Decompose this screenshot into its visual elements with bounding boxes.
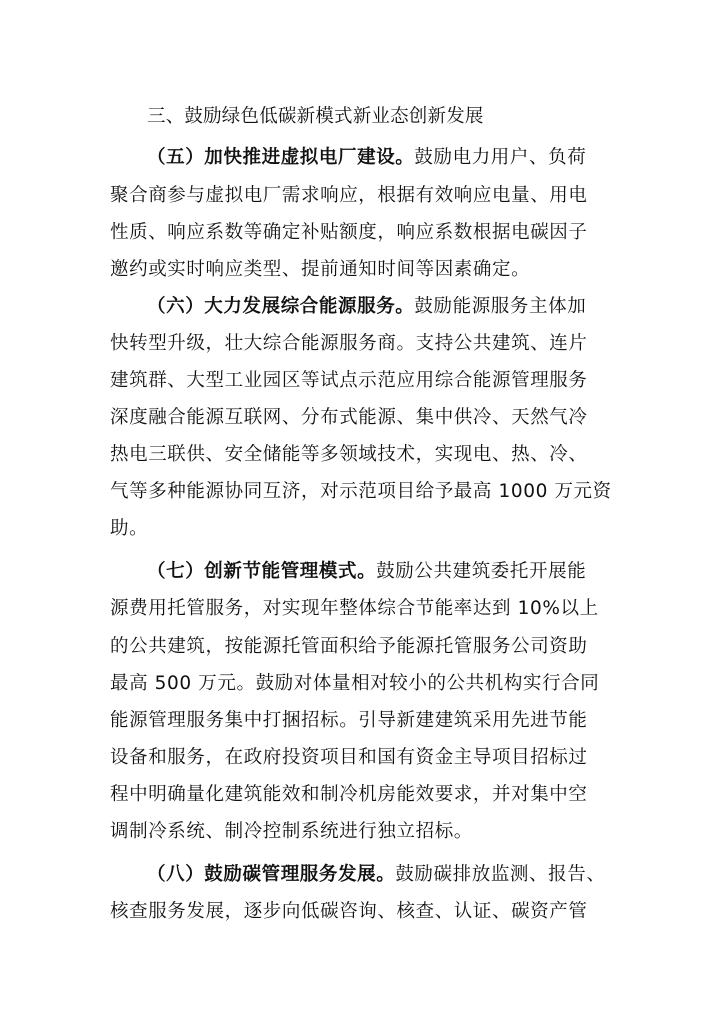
paragraph-5-line: 邀约或实时响应类型、提前通知时间等因素确定。: [110, 259, 531, 280]
paragraph-6-first-line: [147, 294, 667, 320]
paragraph-5-line: 聚合商参与虚拟电厂需求响应，根据有效响应电量、用电: [110, 185, 588, 206]
paragraph-6-line: 热电三联供、安全储能等多领域技术，实现电、热、冷、: [110, 444, 588, 465]
paragraph-6-text: 鼓励能源服务主体加: [414, 296, 587, 317]
paragraph-5-first-line: [147, 145, 667, 171]
paragraph-6-line: 助。: [110, 518, 149, 539]
paragraph-7-line: 能源管理服务集中打捆招标。引导新建建筑采用先进节能: [110, 710, 588, 731]
paragraph-8-line: 核查服务发展，逐步向低碳咨询、核查、认证、碳资产管: [110, 901, 588, 922]
paragraph-8-text: 鼓励碳排放监测、报告、: [395, 864, 606, 885]
paragraph-7-line: 设备和服务，在政府投资项目和国有资金主导项目招标过: [110, 747, 588, 768]
paragraph-6-line: 气等多种能源协同互济，对示范项目给予最高 1000 万元资: [110, 481, 612, 502]
paragraph-7-line: 调制冷系统、制冷控制系统进行独立招标。: [110, 821, 473, 842]
paragraph-7-title: （七）创新节能管理模式。: [147, 561, 377, 582]
paragraph-8-title: （八）鼓励碳管理服务发展。: [147, 864, 396, 885]
paragraph-6-title: （六）大力发展综合能源服务。: [147, 296, 415, 317]
paragraph-7-line: 程中明确量化建筑能效和制冷机房能效要求，并对集中空: [110, 784, 588, 805]
paragraph-5-line: 性质、响应系数等确定补贴额度，响应系数根据电碳因子: [110, 222, 588, 243]
paragraph-6-line: 快转型升级，壮大综合能源服务商。支持公共建筑、连片: [110, 333, 588, 354]
paragraph-8-first-line: [147, 862, 667, 888]
paragraph-5-text: 鼓励电力用户、负荷: [414, 147, 587, 168]
paragraph-6-line: 深度融合能源互联网、分布式能源、集中供冷、天然气冷: [110, 407, 588, 428]
paragraph-5-title: （五）加快推进虚拟电厂建设。: [147, 147, 415, 168]
paragraph-7-line: 的公共建筑，按能源托管面积给予能源托管服务公司资助: [110, 636, 588, 657]
paragraph-6-line: 建筑群、大型工业园区等试点示范应用综合能源管理服务: [110, 370, 588, 391]
paragraph-7-line: 最高 500 万元。鼓励对体量相对较小的公共机构实行合同: [110, 673, 600, 694]
section-heading: 三、鼓励绿色低碳新模式新业态创新发展: [147, 106, 484, 127]
paragraph-7-text: 鼓励公共建筑委托开展能: [376, 561, 587, 582]
paragraph-7-first-line: [147, 559, 667, 585]
paragraph-7-line: 源费用托管服务，对实现年整体综合节能率达到 10%以上: [110, 598, 599, 619]
